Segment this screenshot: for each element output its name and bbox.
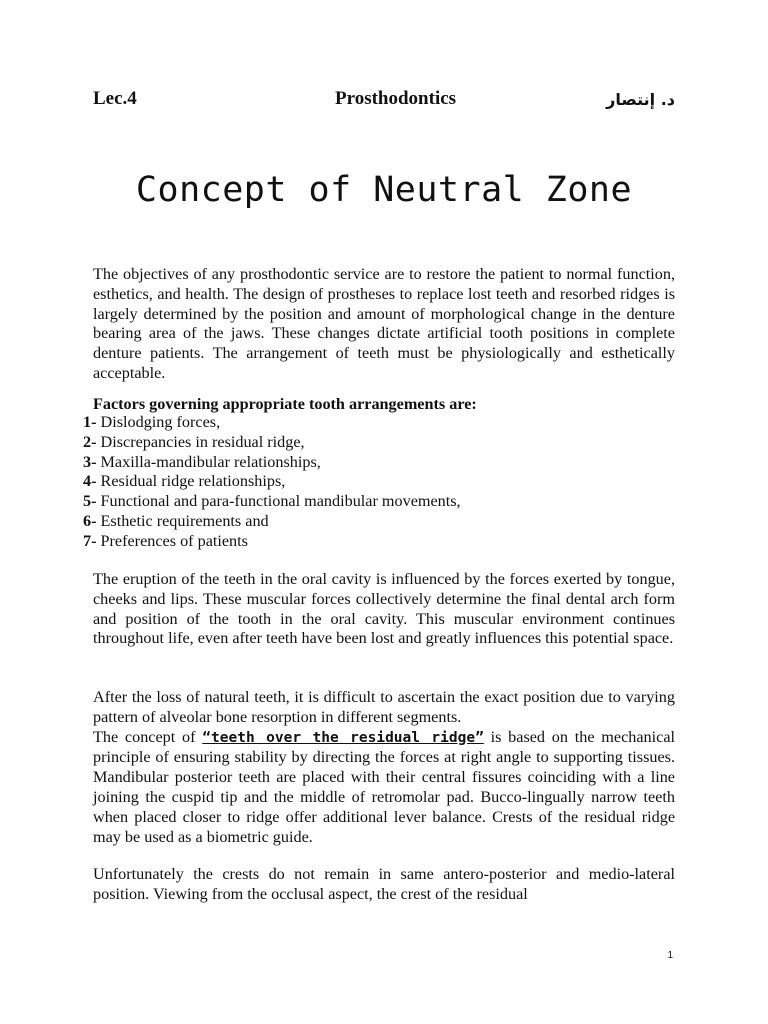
page-number: 1 [667,950,673,961]
residual-ridge-paragraph [93,688,675,847]
list-item: 1- Dislodging forces, [83,413,221,431]
list-item: 3- Maxilla-mandibular relationships, [83,452,321,471]
list-item: 6- Esthetic requirements and [83,511,269,530]
list-item: 7- Preferences of patients [83,531,248,550]
page-header [93,88,675,114]
factors-heading: Factors governing appropriate tooth arrangements are: [93,395,477,413]
course-title: Prosthodontics [335,88,457,109]
paragraph-line: After the loss of natural teeth, it is difficult to ascertain the exact position due to varying pattern of alveolar bone resorption in different segments. [93,688,675,726]
list-item: 4- Residual ridge relationships, [83,472,286,491]
list-item: 5- Functional and para-functional mandibular movements, [83,492,461,511]
emphasized-term: “teeth over the residual ridge” [202,729,484,746]
factors-list [83,413,461,552]
lecture-number: Lec.4 [93,88,137,109]
crest-paragraph: Unfortunately the crests do not remain in same antero-posterior and medio-lateral position. Viewing from the occlusal aspect, the crest of the residual [93,865,675,903]
author-name: د. إنتصار [606,90,675,109]
eruption-paragraph: The eruption of the teeth in the oral cavity is influenced by the forces exerted by tongue, cheeks and lips. These muscular forces collectively determine the final dental arch form and position of the tooth in the oral cavity. This muscular environment continues throughout life, even after teeth have been lost and greatly influences this potential space. [93,570,675,648]
page-title: Concept of Neutral Zone [135,170,633,210]
paragraph-body: The concept of “teeth over the residual ridge” is based on the mechanical principle of ensuring stability by directing the forces at right angle to supporting tissues. Mandibular posterior teeth are placed with their central fissures coinciding with a line joining the cuspid tip and the middle of retromolar pad. Bucco-lingually narrow teeth when placed closer to ridge offer additional lever balance. Crests of the residual ridge may be used as a biometric guide. [93,727,675,846]
intro-paragraph: The objectives of any prosthodontic service are to restore the patient to normal function, esthetics, and health. The design of prostheses to replace lost teeth and resorbed ridges is largely determined by the position and amount of morphological change in the denture bearing area of the jaws. These changes dictate artificial tooth positions in complete denture patients. The arrangement of teeth must be physiologically and esthetically acceptable. [93,265,675,382]
list-item: 2- Discrepancies in residual ridge, [83,432,305,451]
